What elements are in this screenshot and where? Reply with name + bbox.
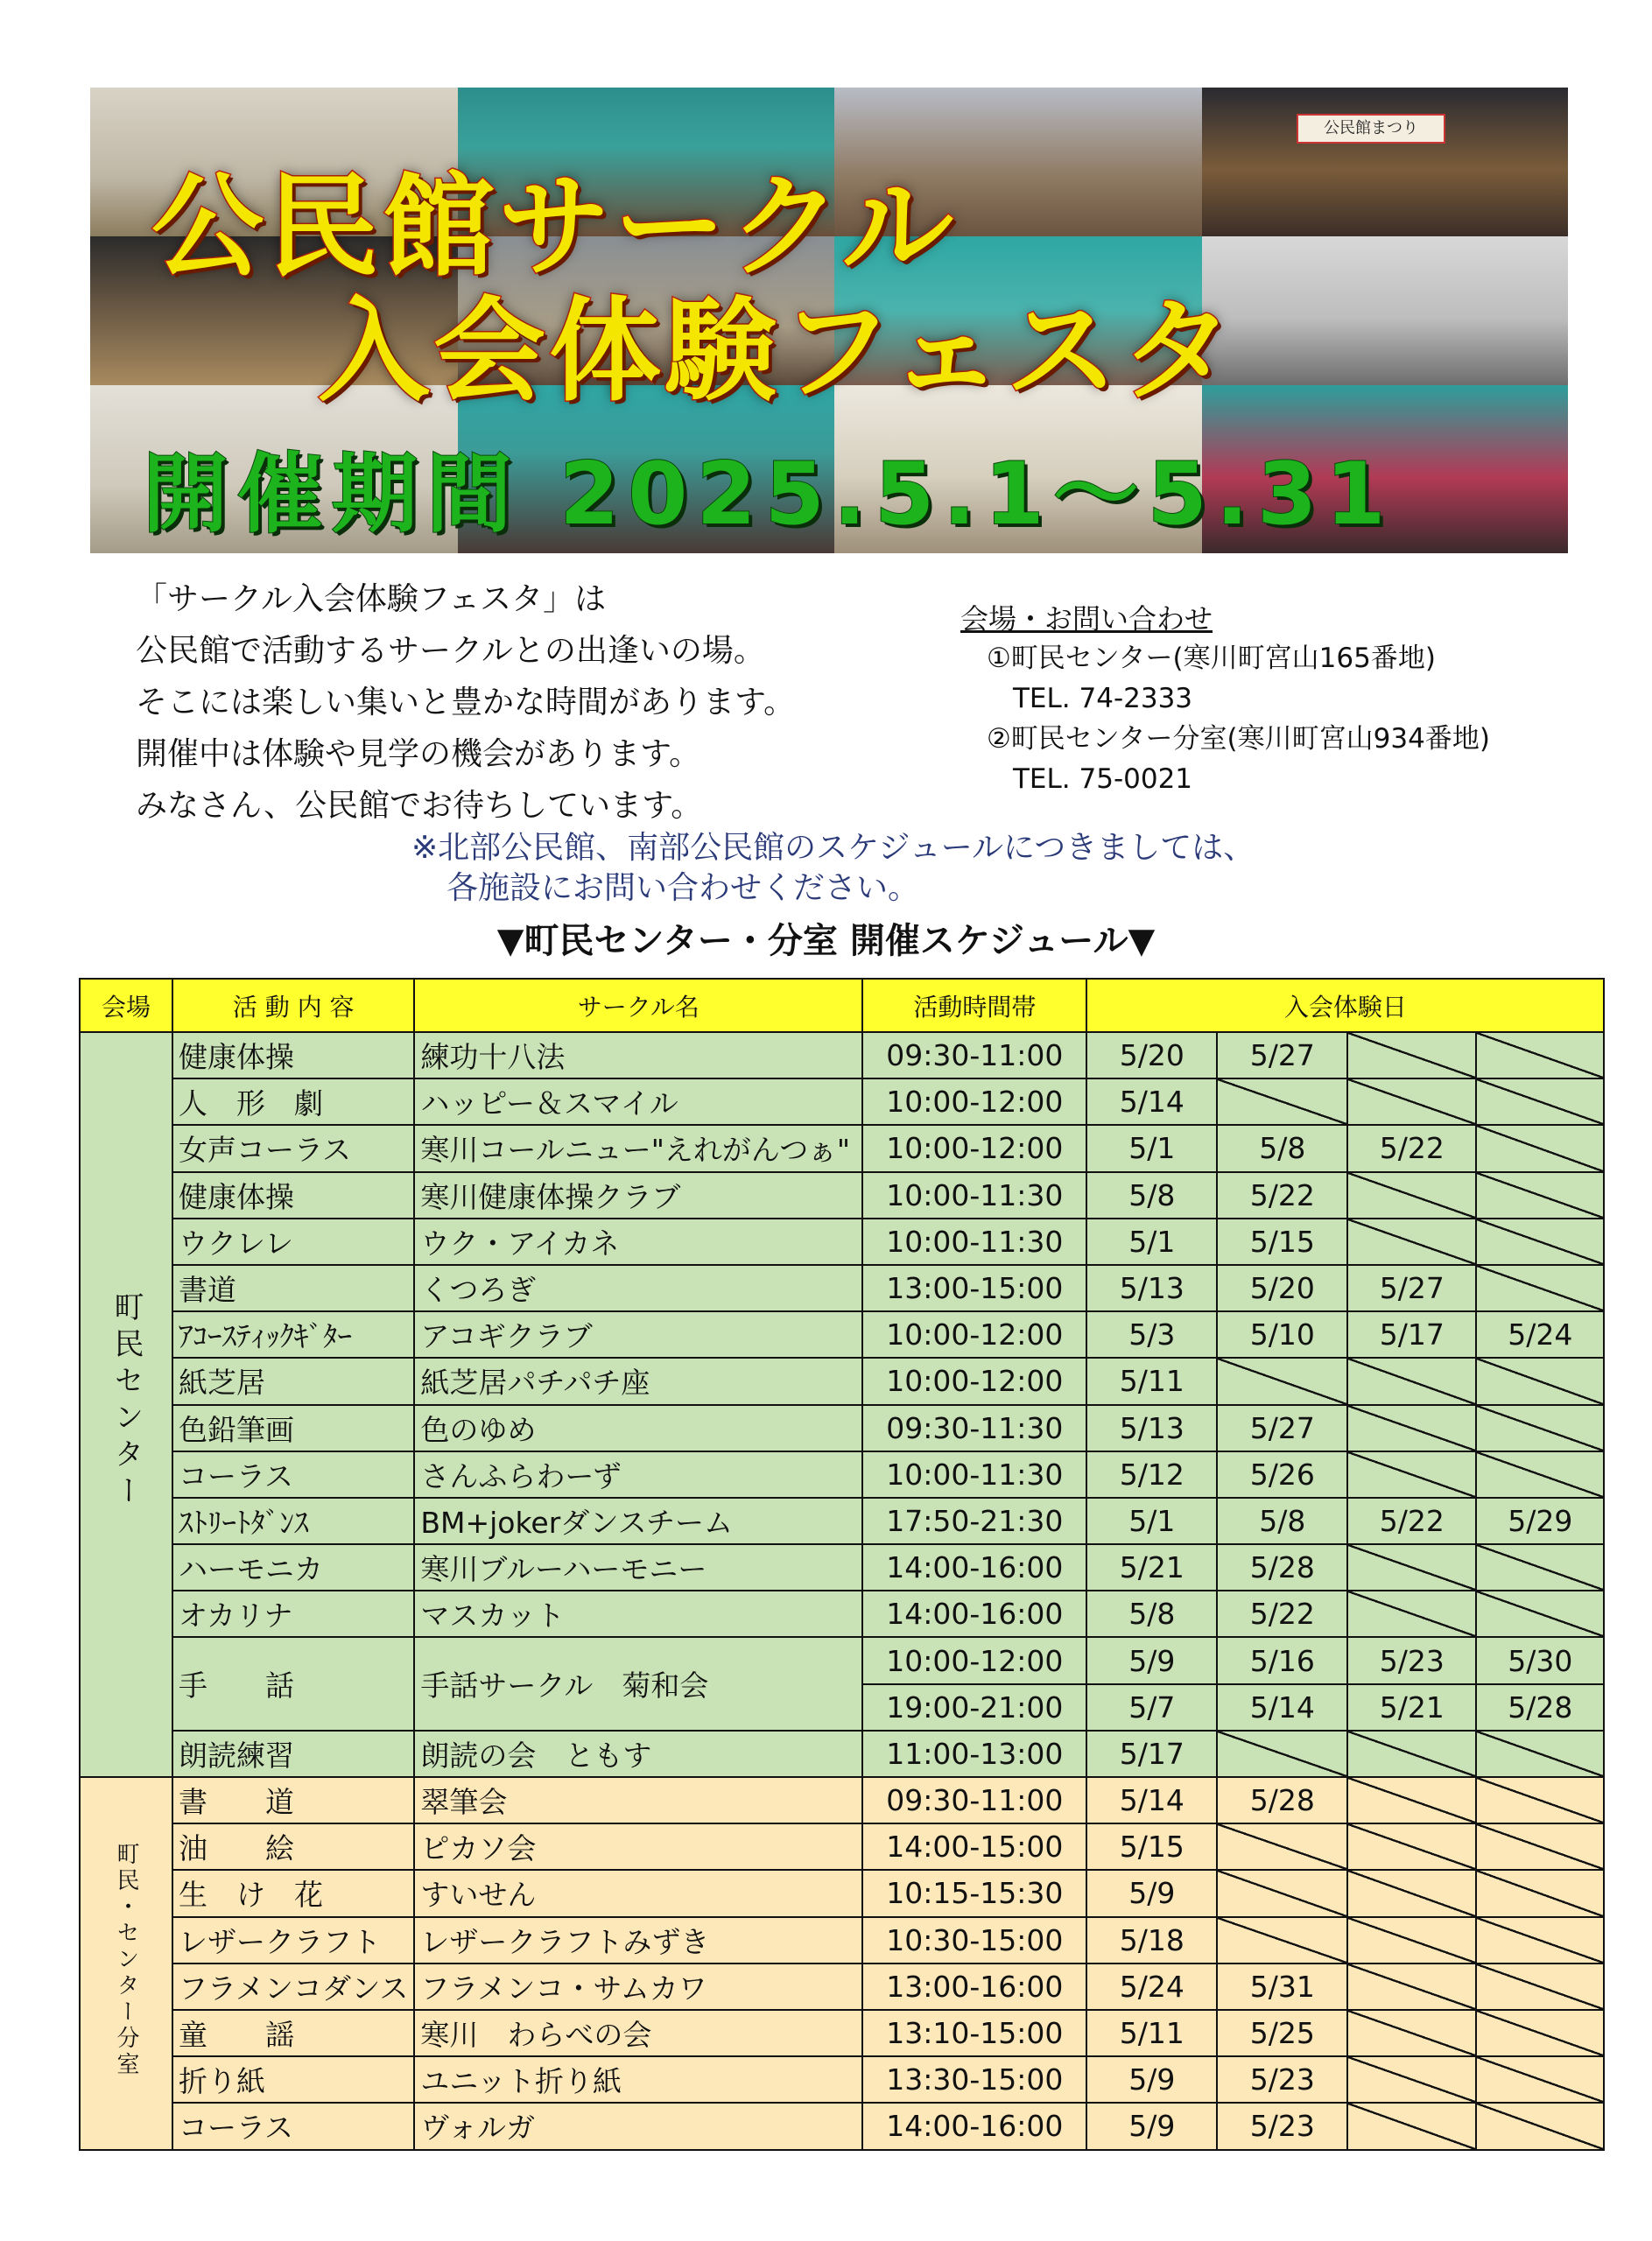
trial-date-empty (1347, 1172, 1476, 1219)
trial-date-empty (1476, 1591, 1604, 1637)
circle-name-cell: 紙芝居パチパチ座 (414, 1358, 862, 1404)
table-row (80, 1311, 1604, 1358)
circle-name-cell: フラメンコ・サムカワ (414, 1964, 862, 2010)
event-period: 開催期間 2025.5.1～5.31 (143, 445, 1395, 544)
trial-date: 5/17 (1347, 1311, 1476, 1358)
time-cell: 10:15-15:30 (862, 1870, 1086, 1916)
time-cell: 14:00-16:00 (862, 1591, 1086, 1637)
trial-date: 5/28 (1476, 1684, 1604, 1731)
table-row (80, 2103, 1604, 2149)
table-row (80, 1637, 1604, 1683)
trial-date: 5/28 (1217, 1777, 1347, 1823)
time-cell: 14:00-16:00 (862, 2103, 1086, 2149)
contact-heading: 会場・お問い合わせ (960, 602, 1213, 636)
time-cell: 10:00-11:30 (862, 1219, 1086, 1265)
header-venue: 会場 (80, 979, 172, 1032)
trial-date: 5/7 (1086, 1684, 1217, 1731)
trial-date: 5/1 (1086, 1498, 1217, 1544)
trial-date: 5/10 (1217, 1311, 1347, 1358)
circle-name-cell: ユニット折り紙 (414, 2056, 862, 2103)
trial-date: 5/12 (1086, 1451, 1217, 1498)
time-cell: 10:00-12:00 (862, 1078, 1086, 1125)
trial-date: 5/20 (1217, 1265, 1347, 1311)
trial-date: 5/26 (1217, 1451, 1347, 1498)
venue-2-tel: TEL. 75-0021 (1013, 763, 1193, 795)
trial-date-empty (1476, 1172, 1604, 1219)
trial-date-empty (1476, 1032, 1604, 1078)
trial-date-empty (1347, 1731, 1476, 1777)
table-row (80, 1917, 1604, 1964)
trial-date: 5/24 (1476, 1311, 1604, 1358)
trial-date: 5/13 (1086, 1265, 1217, 1311)
trial-date-empty (1347, 2056, 1476, 2103)
trial-date: 5/23 (1217, 2103, 1347, 2149)
trial-date: 5/22 (1217, 1172, 1347, 1219)
activity-cell: 人 形 劇 (172, 1078, 414, 1125)
trial-date: 5/29 (1476, 1498, 1604, 1544)
header-trial-days: 入会体験日 (1086, 979, 1604, 1032)
trial-date-empty (1476, 2056, 1604, 2103)
trial-date: 5/9 (1086, 1870, 1217, 1916)
time-cell: 10:00-12:00 (862, 1637, 1086, 1683)
circle-name-cell: ウク・アイカネ (414, 1219, 862, 1265)
trial-date: 5/14 (1086, 1777, 1217, 1823)
activity-cell: ウクレレ (172, 1219, 414, 1265)
trial-date: 5/22 (1217, 1591, 1347, 1637)
circle-name-cell: レザークラフトみずき (414, 1917, 862, 1964)
trial-date: 5/20 (1086, 1032, 1217, 1078)
circle-name-cell: 寒川 わらべの会 (414, 2010, 862, 2056)
trial-date-empty (1217, 1731, 1347, 1777)
trial-date: 5/9 (1086, 2056, 1217, 2103)
circle-name-cell: ヴォルガ (414, 2103, 862, 2149)
trial-date-empty (1476, 1125, 1604, 1171)
trial-date-empty (1476, 1451, 1604, 1498)
trial-date: 5/8 (1217, 1125, 1347, 1171)
circle-name-cell: 翠筆会 (414, 1777, 862, 1823)
trial-date-empty (1347, 1219, 1476, 1265)
time-cell: 17:50-21:30 (862, 1498, 1086, 1544)
time-cell: 10:00-12:00 (862, 1125, 1086, 1171)
trial-date-empty (1347, 1591, 1476, 1637)
time-cell: 11:00-13:00 (862, 1731, 1086, 1777)
activity-cell: オカリナ (172, 1591, 414, 1637)
activity-cell: 書 道 (172, 1777, 414, 1823)
festival-title-line2: 入会体験フェスタ (318, 286, 1237, 417)
time-cell: 10:00-11:30 (862, 1451, 1086, 1498)
trial-date: 5/11 (1086, 1358, 1217, 1404)
trial-date: 5/27 (1347, 1265, 1476, 1311)
table-header-row (80, 979, 1604, 1032)
trial-date: 5/11 (1086, 2010, 1217, 2056)
time-cell: 10:00-12:00 (862, 1311, 1086, 1358)
activity-cell: フラメンコダンス (172, 1964, 414, 2010)
table-row (80, 1078, 1604, 1125)
trial-date: 5/25 (1217, 2010, 1347, 2056)
venue-center-label: 町民センター (109, 1290, 144, 1512)
table-row (80, 2010, 1604, 2056)
note-line-1: ※北部公民館、南部公民館のスケジュールにつきましては、 (411, 830, 1255, 866)
time-cell: 13:30-15:00 (862, 2056, 1086, 2103)
time-cell: 14:00-15:00 (862, 1823, 1086, 1870)
venue-center-cell (80, 1032, 172, 1777)
circle-name-cell: 寒川ブルーハーモニー (414, 1544, 862, 1591)
trial-date-empty (1476, 1405, 1604, 1451)
trial-date-empty (1476, 1358, 1604, 1404)
trial-date-empty (1476, 1265, 1604, 1311)
trial-date-empty (1476, 1870, 1604, 1916)
trial-date: 5/14 (1086, 1078, 1217, 1125)
trial-date-empty (1476, 2010, 1604, 2056)
circle-name-cell: 寒川健康体操クラブ (414, 1172, 862, 1219)
trial-date: 5/1 (1086, 1125, 1217, 1171)
trial-date: 5/24 (1086, 1964, 1217, 2010)
intro-text (136, 573, 924, 832)
trial-date: 5/27 (1217, 1405, 1347, 1451)
trial-date: 5/22 (1347, 1498, 1476, 1544)
trial-date: 5/8 (1086, 1591, 1217, 1637)
activity-cell: 生 け 花 (172, 1870, 414, 1916)
activity-cell: 折り紙 (172, 2056, 414, 2103)
trial-date: 5/13 (1086, 1405, 1217, 1451)
table-row (80, 1032, 1604, 1078)
schedule-body (80, 1032, 1604, 2150)
activity-cell: 手 話 (172, 1637, 414, 1730)
table-row (80, 1591, 1604, 1637)
time-cell: 10:00-11:30 (862, 1172, 1086, 1219)
table-row (80, 1358, 1604, 1404)
activity-cell: 朗読練習 (172, 1731, 414, 1777)
trial-date-empty (1476, 1823, 1604, 1870)
activity-cell: 健康体操 (172, 1172, 414, 1219)
trial-date: 5/30 (1476, 1637, 1604, 1683)
stage-sign: 公民館まつり (1297, 114, 1445, 144)
circle-name-cell: ピカソ会 (414, 1823, 862, 1870)
banner-photo-collage (90, 88, 1568, 553)
time-cell: 14:00-16:00 (862, 1544, 1086, 1591)
trial-date: 5/21 (1086, 1544, 1217, 1591)
activity-cell: 健康体操 (172, 1032, 414, 1078)
table-row (80, 1498, 1604, 1544)
circle-name-cell: アコギクラブ (414, 1311, 862, 1358)
circle-name-cell: ハッピー＆スマイル (414, 1078, 862, 1125)
festival-title-line1: 公民館サークル (151, 162, 958, 292)
trial-date: 5/27 (1217, 1032, 1347, 1078)
activity-cell: 女声コーラス (172, 1125, 414, 1171)
table-row (80, 1823, 1604, 1870)
photo-tile-festival-stage (1202, 88, 1568, 236)
table-row (80, 1265, 1604, 1311)
trial-date: 5/28 (1217, 1544, 1347, 1591)
trial-date: 5/18 (1086, 1917, 1217, 1964)
trial-date-empty (1347, 1358, 1476, 1404)
activity-cell: 色鉛筆画 (172, 1405, 414, 1451)
intro-line: 公民館で活動するサークルとの出逢いの場。 (136, 633, 765, 669)
table-row (80, 1544, 1604, 1591)
venue-1-address: ①町民センター(寒川町宮山165番地) (987, 643, 1436, 674)
trial-date: 5/23 (1347, 1637, 1476, 1683)
circle-name-cell: 色のゆめ (414, 1405, 862, 1451)
trial-date: 5/3 (1086, 1311, 1217, 1358)
other-halls-note (411, 828, 1550, 909)
trial-date-empty (1476, 1219, 1604, 1265)
activity-cell: ｱｺｰｽﾃｨｯｸｷﾞﾀｰ (172, 1311, 414, 1358)
venue-annex-cell (80, 1777, 172, 2150)
trial-date-empty (1476, 1964, 1604, 2010)
header-time: 活動時間帯 (862, 979, 1086, 1032)
table-row (80, 1964, 1604, 2010)
table-row (80, 1870, 1604, 1916)
time-cell: 13:00-16:00 (862, 1964, 1086, 2010)
venue-2-address: ②町民センター分室(寒川町宮山934番地) (987, 723, 1490, 755)
circle-name-cell: 練功十八法 (414, 1032, 862, 1078)
circle-name-cell: BM+jokerダンスチーム (414, 1498, 862, 1544)
trial-date: 5/15 (1086, 1823, 1217, 1870)
circle-name-cell: すいせん (414, 1870, 862, 1916)
venue-annex-label: 町民・センター分室 (113, 1841, 139, 2078)
table-row (80, 1731, 1604, 1777)
activity-cell: ｽﾄﾘｰﾄﾀﾞﾝｽ (172, 1498, 414, 1544)
trial-date-empty (1347, 1917, 1476, 1964)
header-circle: サークル名 (414, 979, 862, 1032)
time-cell: 13:10-15:00 (862, 2010, 1086, 2056)
circle-name-cell: マスカット (414, 1591, 862, 1637)
trial-date: 5/8 (1086, 1172, 1217, 1219)
table-row (80, 1777, 1604, 1823)
trial-date: 5/1 (1086, 1219, 1217, 1265)
trial-date-empty (1476, 2103, 1604, 2149)
intro-line: 「サークル入会体験フェスタ」は (136, 581, 607, 617)
activity-cell: レザークラフト (172, 1917, 414, 1964)
circle-name-cell: さんふらわーず (414, 1451, 862, 1498)
time-cell: 10:00-12:00 (862, 1358, 1086, 1404)
activity-cell: ハーモニカ (172, 1544, 414, 1591)
activity-cell: 書道 (172, 1265, 414, 1311)
trial-date: 5/21 (1347, 1684, 1476, 1731)
trial-date-empty (1347, 1823, 1476, 1870)
trial-date-empty (1347, 1544, 1476, 1591)
trial-date-empty (1347, 2010, 1476, 2056)
table-row (80, 1172, 1604, 1219)
trial-date: 5/9 (1086, 1637, 1217, 1683)
trial-date: 5/14 (1217, 1684, 1347, 1731)
trial-date-empty (1347, 1032, 1476, 1078)
trial-date-empty (1347, 2103, 1476, 2149)
contact-info (960, 600, 1573, 799)
trial-date-empty (1217, 1358, 1347, 1404)
trial-date: 5/16 (1217, 1637, 1347, 1683)
activity-cell: 童 謡 (172, 2010, 414, 2056)
activity-cell: コーラス (172, 2103, 414, 2149)
time-cell: 13:00-15:00 (862, 1265, 1086, 1311)
trial-date-empty (1347, 1870, 1476, 1916)
trial-date-empty (1347, 1777, 1476, 1823)
trial-date-empty (1347, 1451, 1476, 1498)
activity-cell: 油 絵 (172, 1823, 414, 1870)
table-row (80, 1125, 1604, 1171)
activity-cell: 紙芝居 (172, 1358, 414, 1404)
time-cell: 10:30-15:00 (862, 1917, 1086, 1964)
trial-date: 5/23 (1217, 2056, 1347, 2103)
note-line-2: 各施設にお問い合わせください。 (446, 870, 920, 906)
circle-name-cell: 朗読の会 ともす (414, 1731, 862, 1777)
venue-1-tel: TEL. 74-2333 (1013, 683, 1193, 714)
trial-date-empty (1217, 1823, 1347, 1870)
trial-date-empty (1347, 1078, 1476, 1125)
intro-line: 開催中は体験や見学の機会があります。 (136, 736, 701, 772)
intro-line: みなさん、公民館でお待ちしています。 (136, 788, 703, 824)
intro-line: そこには楽しい集いと豊かな時間があります。 (136, 685, 796, 720)
table-row (80, 1451, 1604, 1498)
time-cell: 09:30-11:00 (862, 1777, 1086, 1823)
table-row (80, 2056, 1604, 2103)
trial-date: 5/8 (1217, 1498, 1347, 1544)
circle-name-cell: 寒川コールニュー"えれがんつぁ" (414, 1125, 862, 1171)
trial-date: 5/22 (1347, 1125, 1476, 1171)
trial-date-empty (1347, 1405, 1476, 1451)
header-activity: 活 動 内 容 (172, 979, 414, 1032)
trial-date-empty (1347, 1964, 1476, 2010)
circle-name-cell: くつろぎ (414, 1265, 862, 1311)
trial-date-empty (1476, 1917, 1604, 1964)
circle-name-cell: 手話サークル 菊和会 (414, 1637, 862, 1730)
table-row (80, 1219, 1604, 1265)
time-cell: 09:30-11:00 (862, 1032, 1086, 1078)
table-row (80, 1405, 1604, 1451)
trial-date-empty (1217, 1078, 1347, 1125)
trial-date-empty (1476, 1731, 1604, 1777)
schedule-title: ▼町民センター・分室 開催スケジュール▼ (496, 921, 1156, 961)
photo-tile-pottery (1202, 236, 1568, 385)
trial-date: 5/9 (1086, 2103, 1217, 2149)
trial-date-empty (1217, 1917, 1347, 1964)
trial-date-empty (1476, 1544, 1604, 1591)
trial-date-empty (1476, 1777, 1604, 1823)
activity-cell: コーラス (172, 1451, 414, 1498)
trial-date-empty (1476, 1078, 1604, 1125)
time-cell: 19:00-21:00 (862, 1684, 1086, 1731)
schedule-table (79, 978, 1605, 2151)
time-cell: 09:30-11:30 (862, 1405, 1086, 1451)
trial-date: 5/31 (1217, 1964, 1347, 2010)
trial-date: 5/15 (1217, 1219, 1347, 1265)
trial-date: 5/17 (1086, 1731, 1217, 1777)
trial-date-empty (1217, 1870, 1347, 1916)
